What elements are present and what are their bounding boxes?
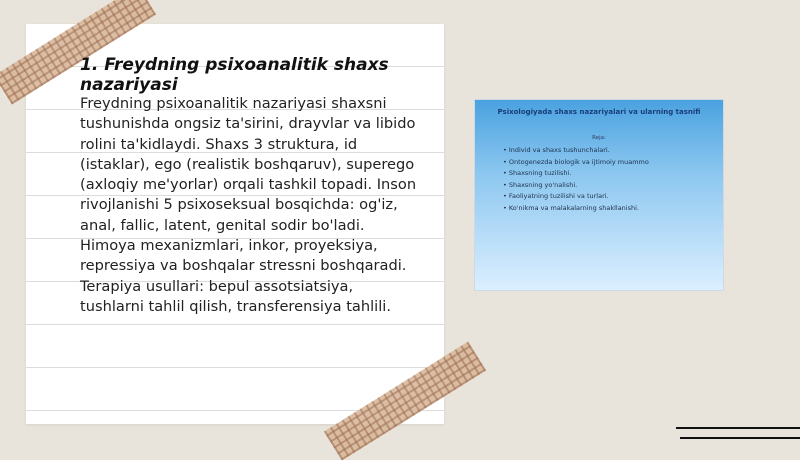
decorative-line: [676, 427, 800, 429]
slide-outline-list: [503, 145, 649, 214]
decorative-line: [680, 437, 800, 439]
slide-thumbnail[interactable]: [475, 100, 723, 290]
slide-outline-item: • Ontogenezda biologik va ijtimoiy muammo: [503, 157, 649, 169]
slide-subtitle: Reja:: [592, 135, 606, 141]
slide-title: Psixologiyada shaxs nazariyalari va ularning tasnifi: [497, 108, 701, 116]
slide-outline-item: • Ko'nikma va malakalarning shakllanishi.: [503, 203, 649, 215]
slide-outline-item: • Shaxsning tuzilishi.: [503, 168, 649, 180]
slide-outline-item: • Shaxsning yo'nalishi.: [503, 180, 649, 192]
section-body-text: Freydning psixoanalitik nazariyasi shaxsni tushunishda ongsiz ta'sirini, drayvlar va libido rolini ta'kidlaydi. Shaxs 3 struktura, id (istaklar), ego (realistik boshqaruv), superego (axloqiy me'yorlar) orqali tashkil topadi. Inson rivojlanishi 5 psixoseksual bosqichda: og'iz, anal, fallic, latent, genital sodir bo'ladi. Himoya mexanizmlari, inkor, proyeksiya, repressiya va boshqalar stressni boshqaradi. Terapiya usullari: bepul assotsiatsiya, tushlarni tahlil qilish, transferensiya tahlili.: [80, 95, 417, 315]
slide-outline-item: • Individ va shaxs tushunchalari.: [503, 145, 649, 157]
section-title: 1. Freydning psixoanalitik shaxs nazariyasi: [80, 55, 389, 95]
slide-outline-item: • Faoliyatning tuzilishi va turlari.: [503, 191, 649, 203]
